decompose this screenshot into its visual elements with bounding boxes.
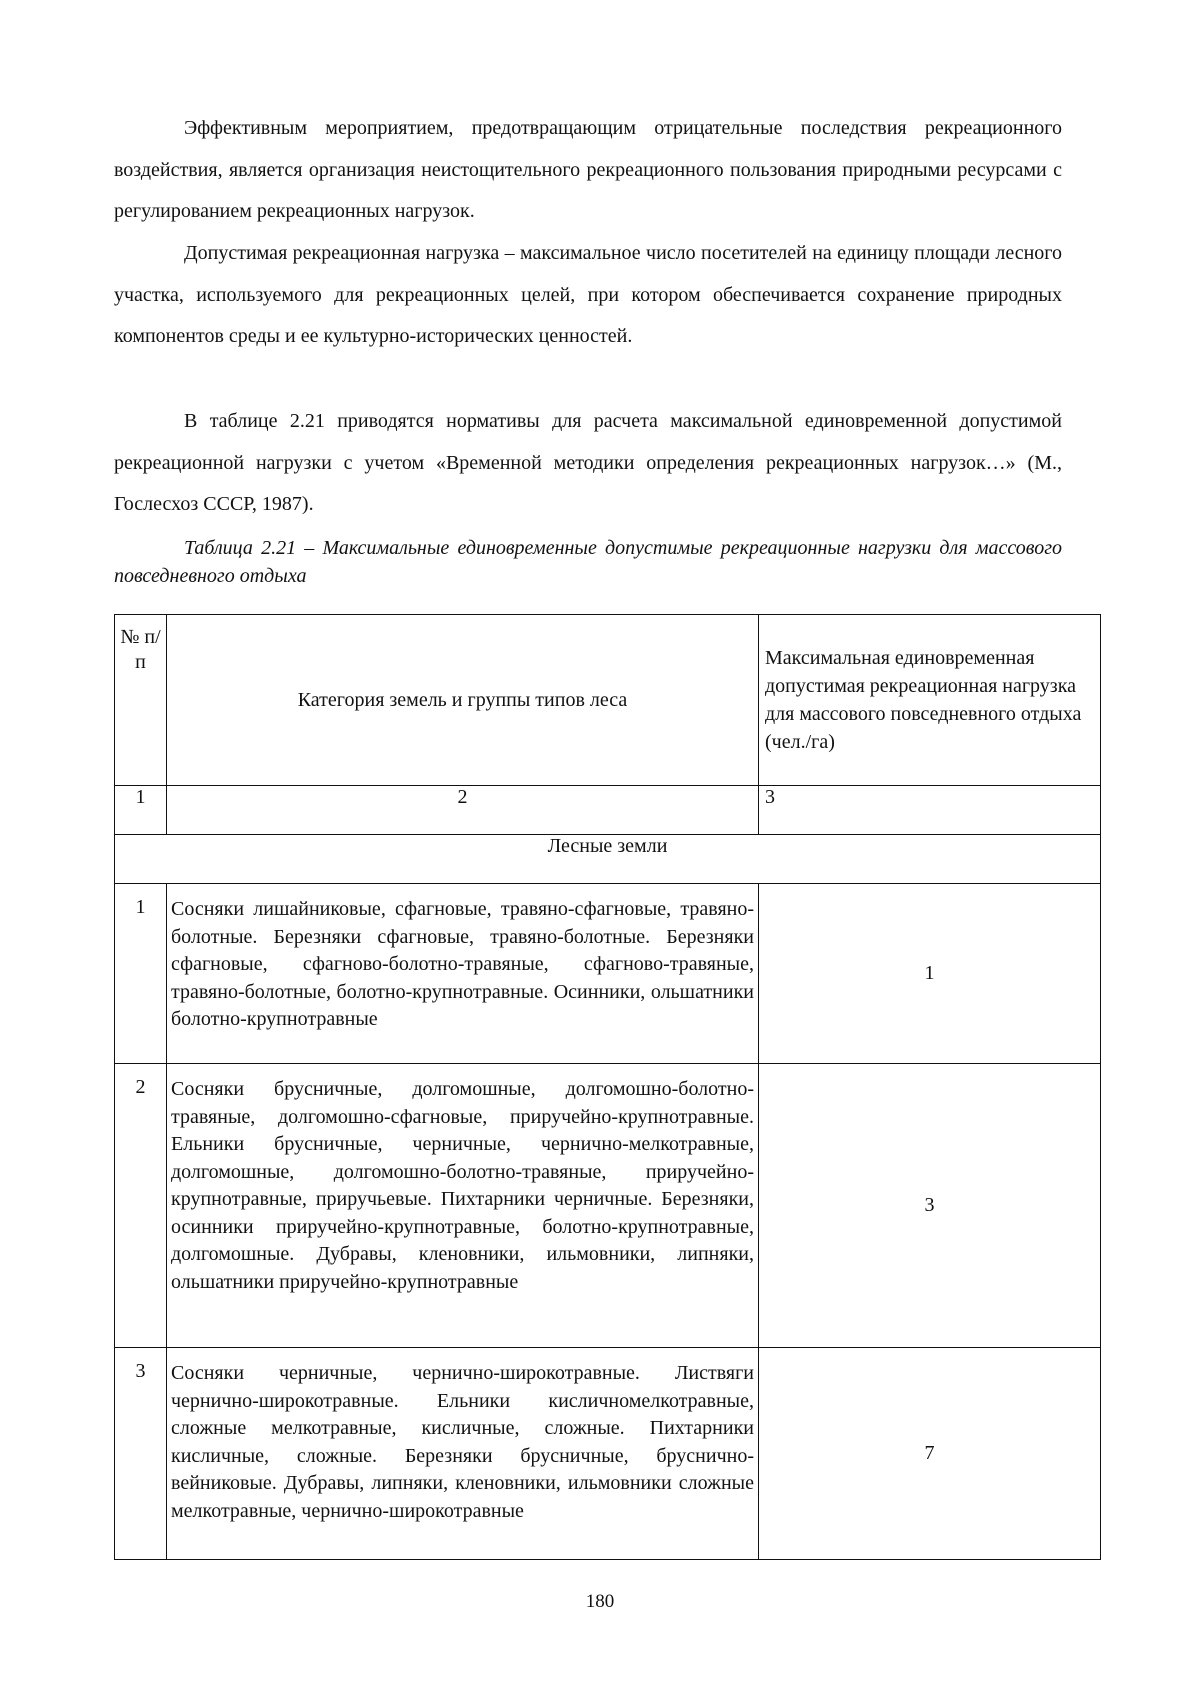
- section-title: Лесные земли: [115, 835, 1101, 884]
- row-description: Сосняки черничные, чернично-широкотравные. Листвяги чернично-широкотравные. Ельники кисличномелкотравные, сложные мелкотравные, кисличные, сложные. Пихтарники кисличные, сложные. Березняки брусничные, бруснично-вейниковые. Дубравы, липняки, кленовники, ильмовники сложные мелкотравные, чернично-широкотравные: [167, 1348, 759, 1560]
- row-load-value: 3: [759, 1064, 1101, 1348]
- row-description: Сосняки брусничные, долгомошные, долгомошно-болотно-травяные, долгомошно-сфагновые, приручейно-крупнотравные. Ельники брусничные, черничные, чернично-мелкотравные, долгомошные, долгомошно-болотно-травяные, приручейно-крупнотравные, приручьевые. Пихтарники черничные. Березняки, осинники приручейно-крупнотравные, болотно-крупнотравные, долгомошные. Дубравы, кленовники, ильмовники, липняки, ольшатники приручейно-крупнотравные: [167, 1064, 759, 1348]
- column-index-2: 2: [167, 786, 759, 835]
- table-row: [115, 884, 1101, 1064]
- page-number: 180: [585, 1591, 615, 1612]
- paragraph-1: Эффективным мероприятием, предотвращающим отрицательные последствия рекреационного воздействия, является организация неистощительного рекреационного пользования природными ресурсами с регулированием рекреационных нагрузок.: [114, 117, 1062, 222]
- row-load-value: 1: [759, 884, 1101, 1064]
- table-caption: Таблица 2.21 – Максимальные единовременные допустимые рекреационные нагрузки для массового повседневного отдыха: [114, 537, 1062, 587]
- recreational-load-table: [114, 614, 1101, 1560]
- row-number: 2: [115, 1064, 167, 1348]
- row-description: Сосняки лишайниковые, сфагновые, травяно-сфагновые, травяно-болотные. Березняки сфагновые, травяно-болотные. Березняки сфагновые, сфагново-болотно-травяные, сфагново-травяные, травяно-болотные, болотно-крупнотравные. Осинники, ольшатники болотно-крупнотравные: [167, 884, 759, 1064]
- column-index-1: 1: [115, 786, 167, 835]
- row-load-value: 7: [759, 1348, 1101, 1560]
- column-index-row: [115, 786, 1101, 835]
- row-number: 3: [115, 1348, 167, 1560]
- row-number: 1: [115, 884, 167, 1064]
- table-header-row: [115, 615, 1101, 786]
- header-load: Максимальная единовременная допустимая рекреационная нагрузка для массового повседневного отдыха (чел./га): [759, 615, 1101, 786]
- table-row: [115, 1348, 1101, 1560]
- header-category: Категория земель и группы типов леса: [167, 615, 759, 786]
- column-index-3: 3: [759, 786, 1101, 835]
- paragraph-2: Допустимая рекреационная нагрузка – максимальное число посетителей на единицу площади лесного участка, используемого для рекреационных целей, при котором обеспечивается сохранение природных компонентов среды и ее культурно-исторических ценностей.: [114, 242, 1062, 347]
- section-row: [115, 835, 1101, 884]
- paragraph-3: В таблице 2.21 приводятся нормативы для расчета максимальной единовременной допустимой рекреационной нагрузки с учетом «Временной методики определения рекреационных нагрузок…» (М., Гослесхоз СССР, 1987).: [114, 410, 1062, 515]
- table-row: [115, 1064, 1101, 1348]
- header-number: № п/п: [115, 615, 167, 786]
